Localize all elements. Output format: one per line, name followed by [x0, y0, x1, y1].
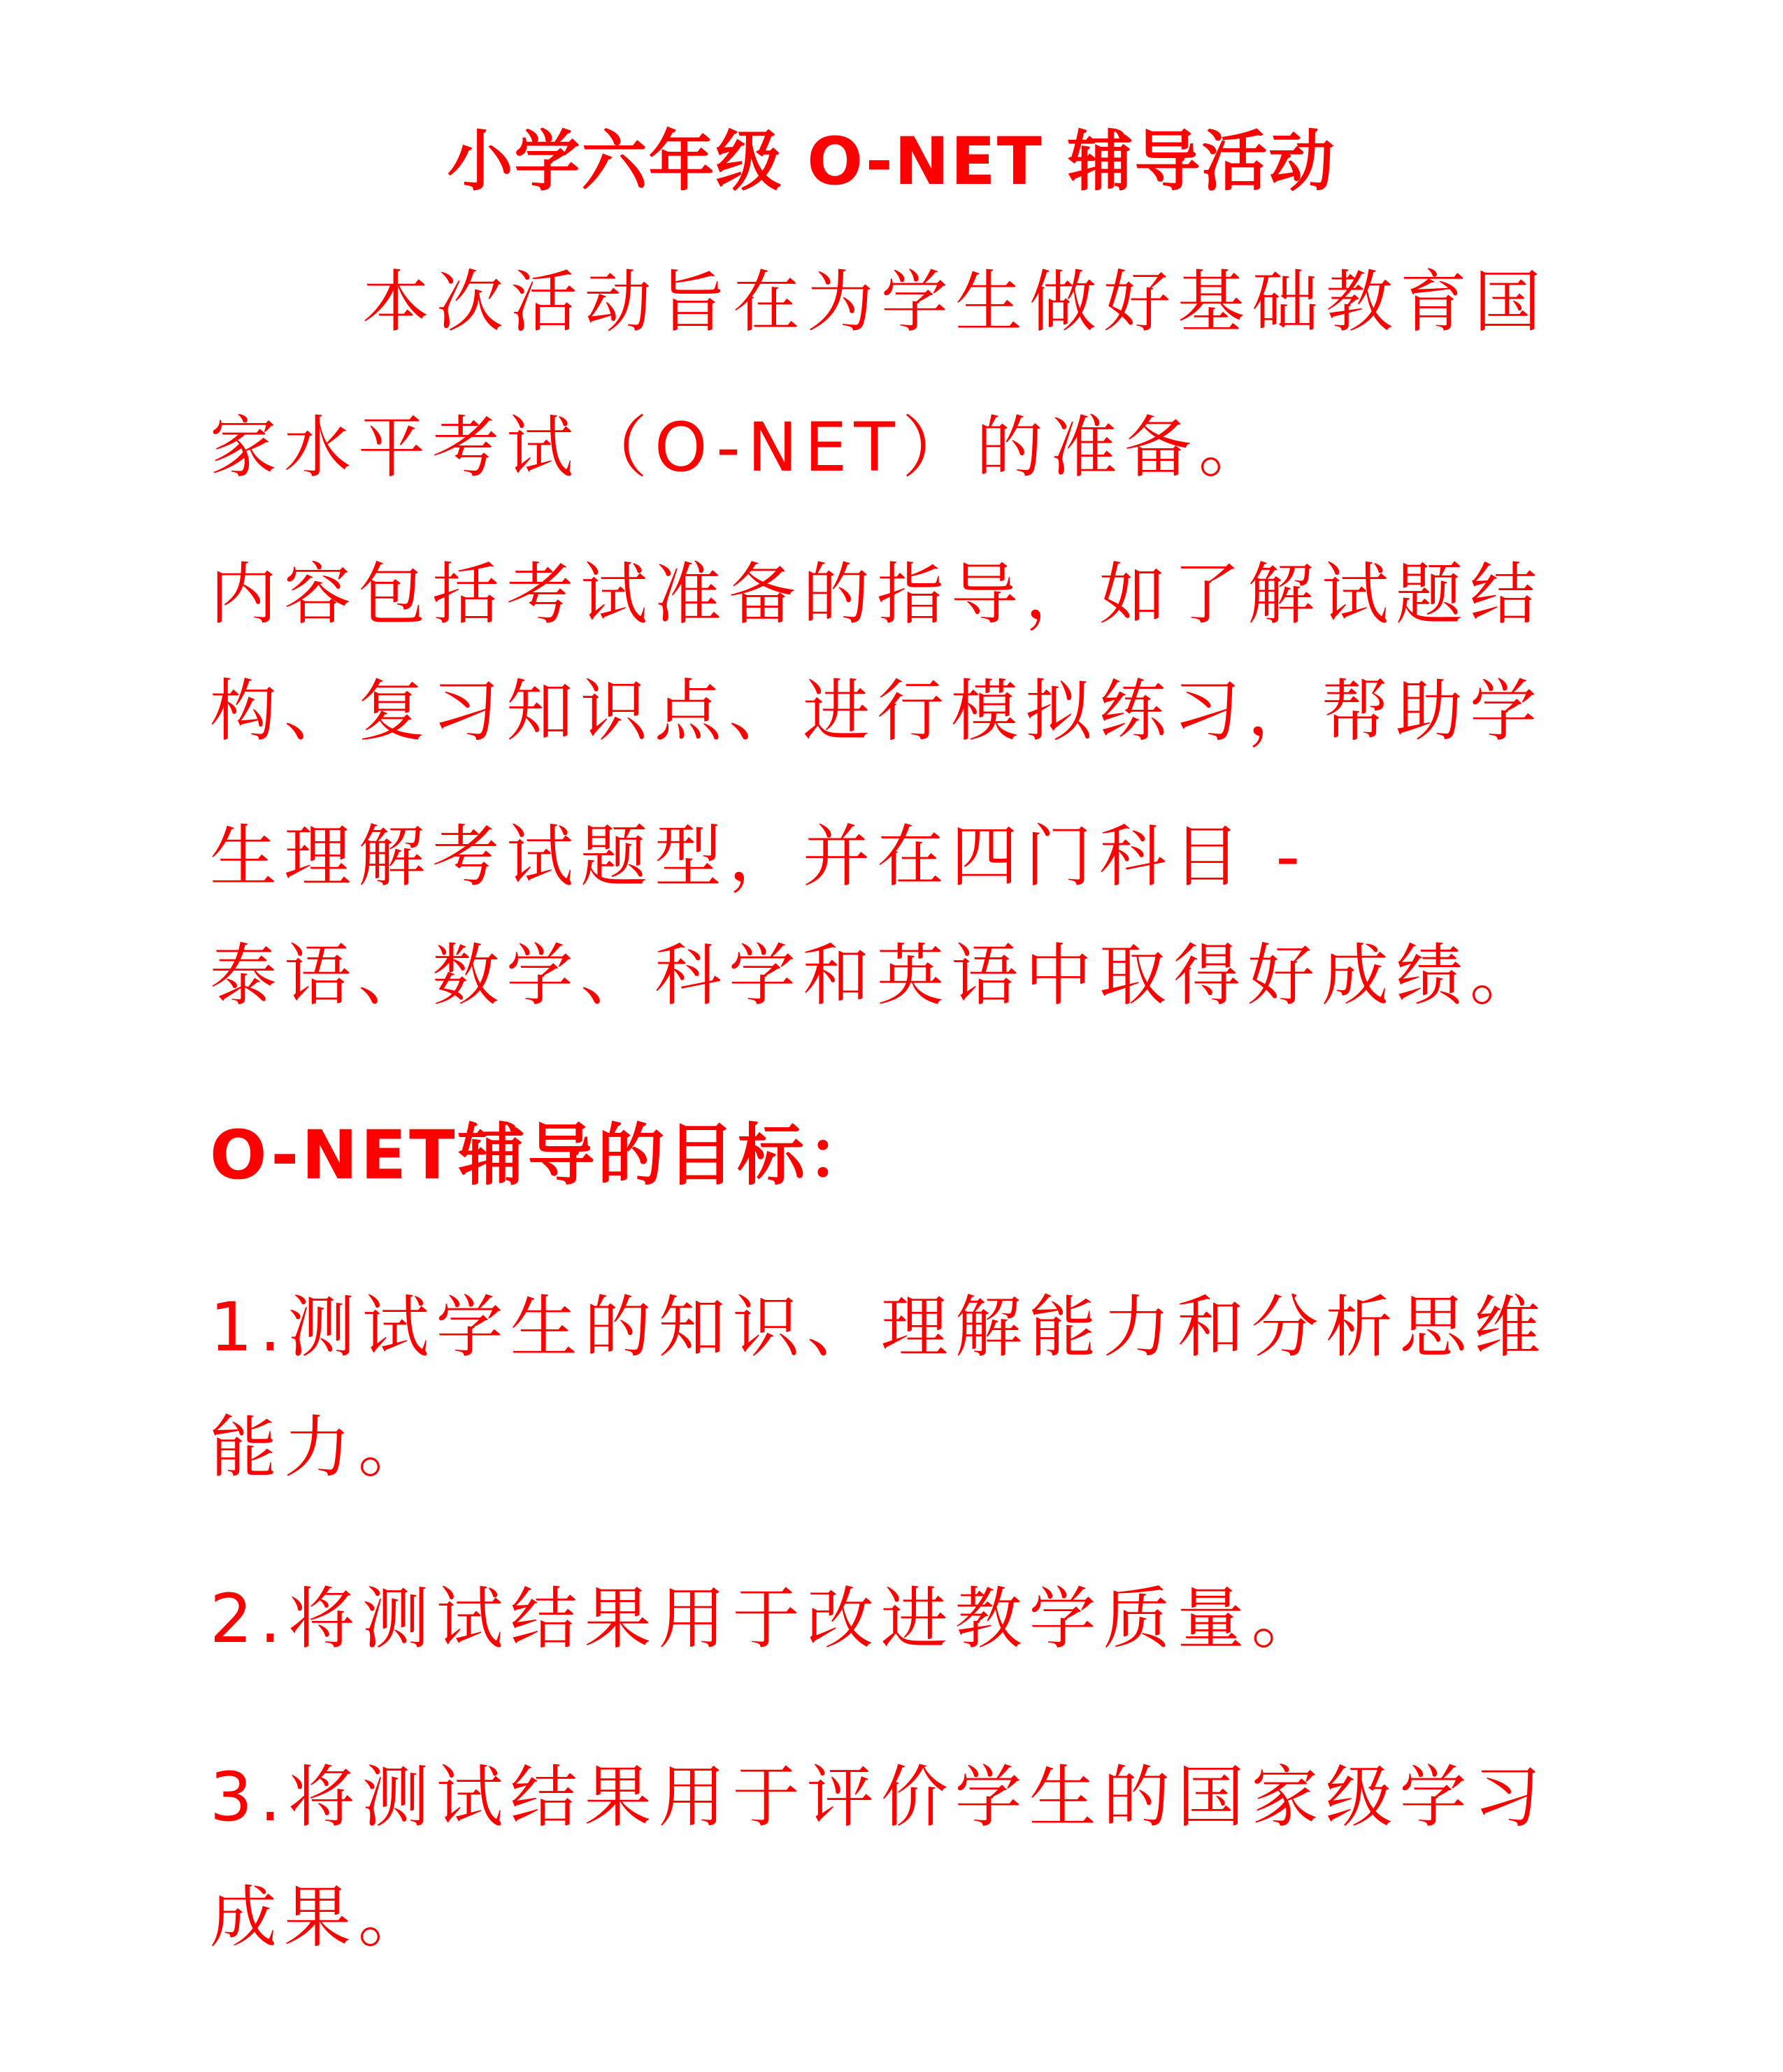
content-line-1: 内容包括考试准备的指导，如了解试题结 — [210, 555, 1544, 634]
goal-line-4: 3.将测试结果用于评价学生的国家级学习 — [210, 1758, 1548, 1836]
document-title: 小学六年级 O-NET 辅导活动 — [447, 124, 1336, 200]
goals-heading: O-NET辅导的目标： — [210, 1116, 878, 1194]
goal-line-5: 成果。 — [210, 1878, 432, 1957]
goal-line-1: 1.测试学生的知识、理解能力和分析思维 — [210, 1288, 1548, 1366]
content-line-3: 生理解考试题型，并在四门科目 - — [210, 817, 1308, 896]
goal-line-2: 能力。 — [210, 1408, 432, 1487]
intro-line-2: 家水平考试（O-NET）的准备。 — [210, 408, 1273, 487]
intro-line-1: 本次活动旨在为学生做好基础教育国 — [362, 263, 1548, 341]
goal-line-3: 2.将测试结果用于改进教学质量。 — [210, 1580, 1326, 1658]
content-line-2: 构、复习知识点、进行模拟练习，帮助学 — [210, 672, 1544, 750]
content-line-4: 泰语、数学、科学和英语中取得好成绩。 — [210, 936, 1544, 1015]
